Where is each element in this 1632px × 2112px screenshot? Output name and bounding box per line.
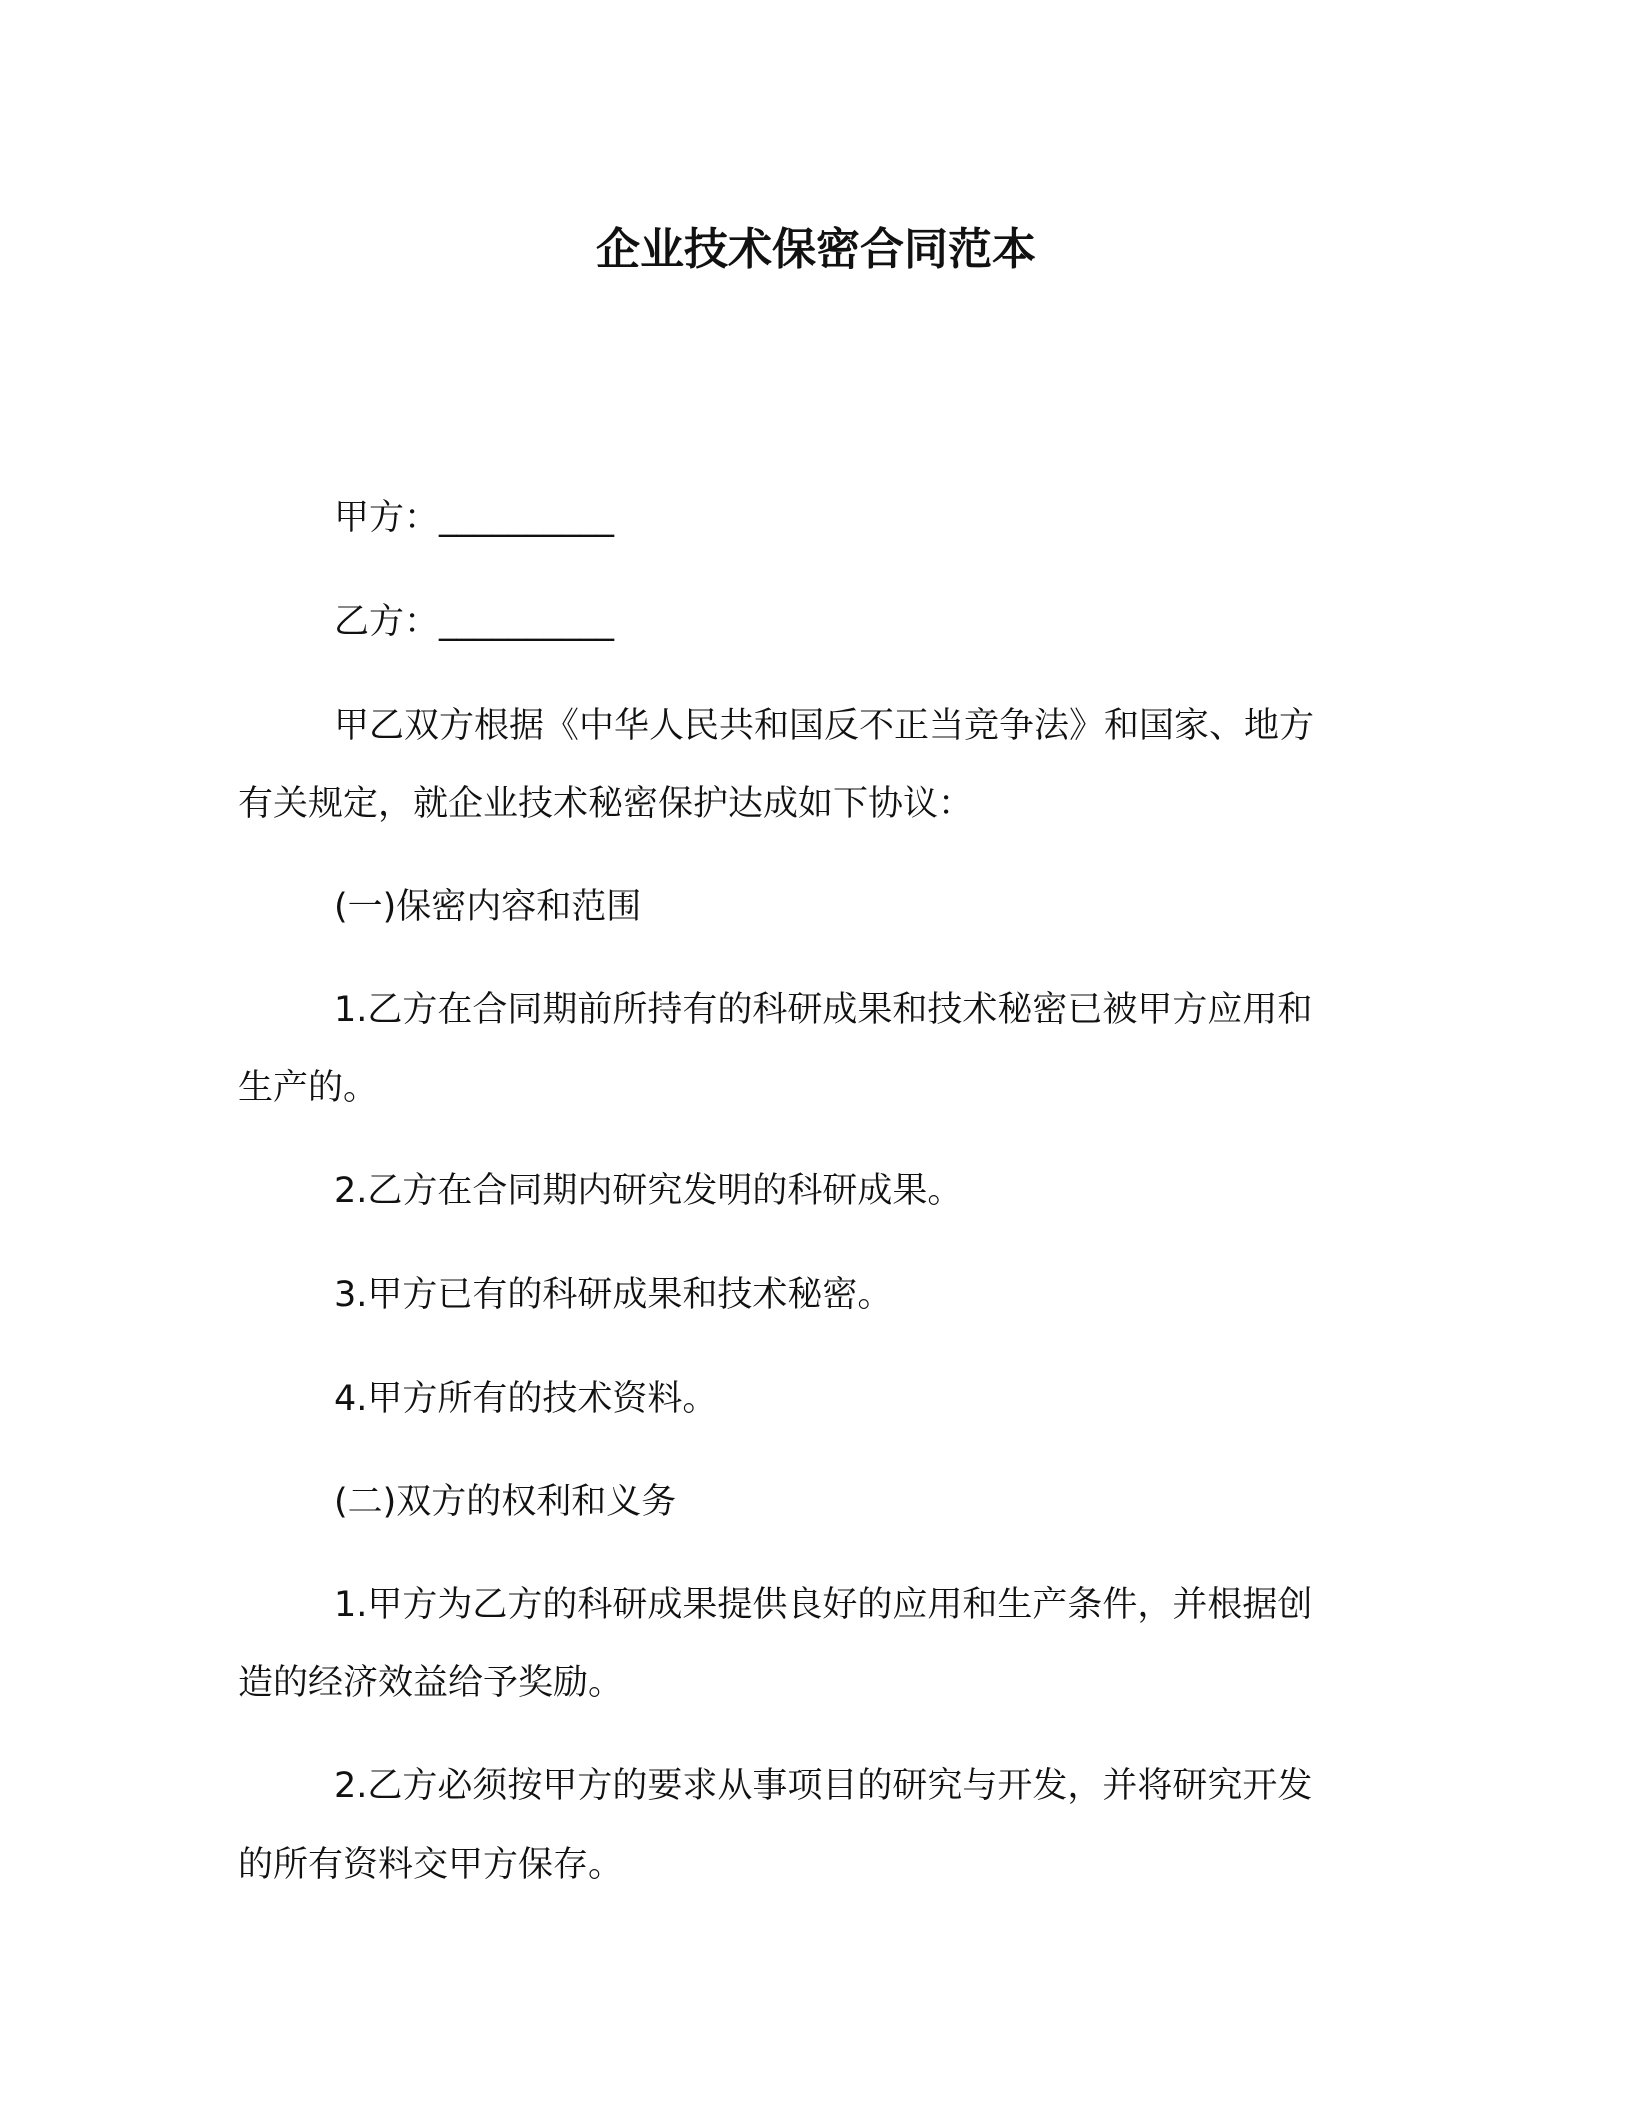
party-a-line bbox=[334, 493, 614, 543]
party-a-label: 甲方： bbox=[334, 498, 440, 538]
party-a-blank: __________ bbox=[439, 498, 615, 538]
preamble-line-1: 甲乙双方根据《中华人民共和国反不正当竞争法》和国家、地方 bbox=[334, 706, 1315, 746]
section-2-item-2-line-2: 的所有资料交甲方保存。 bbox=[238, 1845, 624, 1885]
party-b-line bbox=[334, 597, 614, 647]
section-1-item-1-line-2: 生产的。 bbox=[238, 1068, 379, 1108]
section-1-item-1-line-1: 1.乙方在合同期前所持有的科研成果和技术秘密已被甲方应用和 bbox=[334, 990, 1313, 1030]
section-2-item-2-line-1: 2.乙方必须按甲方的要求从事项目的研究与开发，并将研究开发 bbox=[334, 1766, 1313, 1806]
document-title: 企业技术保密合同范本 bbox=[596, 224, 1036, 275]
section-1-item-3: 3.甲方已有的科研成果和技术秘密。 bbox=[334, 1275, 893, 1315]
section-2-item-1-line-1: 1.甲方为乙方的科研成果提供良好的应用和生产条件，并根据创 bbox=[334, 1585, 1313, 1625]
section-1-item-2: 2.乙方在合同期内研究发明的科研成果。 bbox=[334, 1171, 963, 1211]
party-b-label: 乙方： bbox=[334, 602, 440, 642]
preamble-line-2: 有关规定，就企业技术秘密保护达成如下协议： bbox=[238, 784, 974, 824]
section-1-heading: (一)保密内容和范围 bbox=[334, 887, 642, 927]
section-1-item-4: 4.甲方所有的技术资料。 bbox=[334, 1379, 718, 1419]
party-b-blank: __________ bbox=[439, 602, 615, 642]
section-2-item-1-line-2: 造的经济效益给予奖励。 bbox=[238, 1663, 624, 1703]
section-2-heading: (二)双方的权利和义务 bbox=[334, 1482, 677, 1522]
